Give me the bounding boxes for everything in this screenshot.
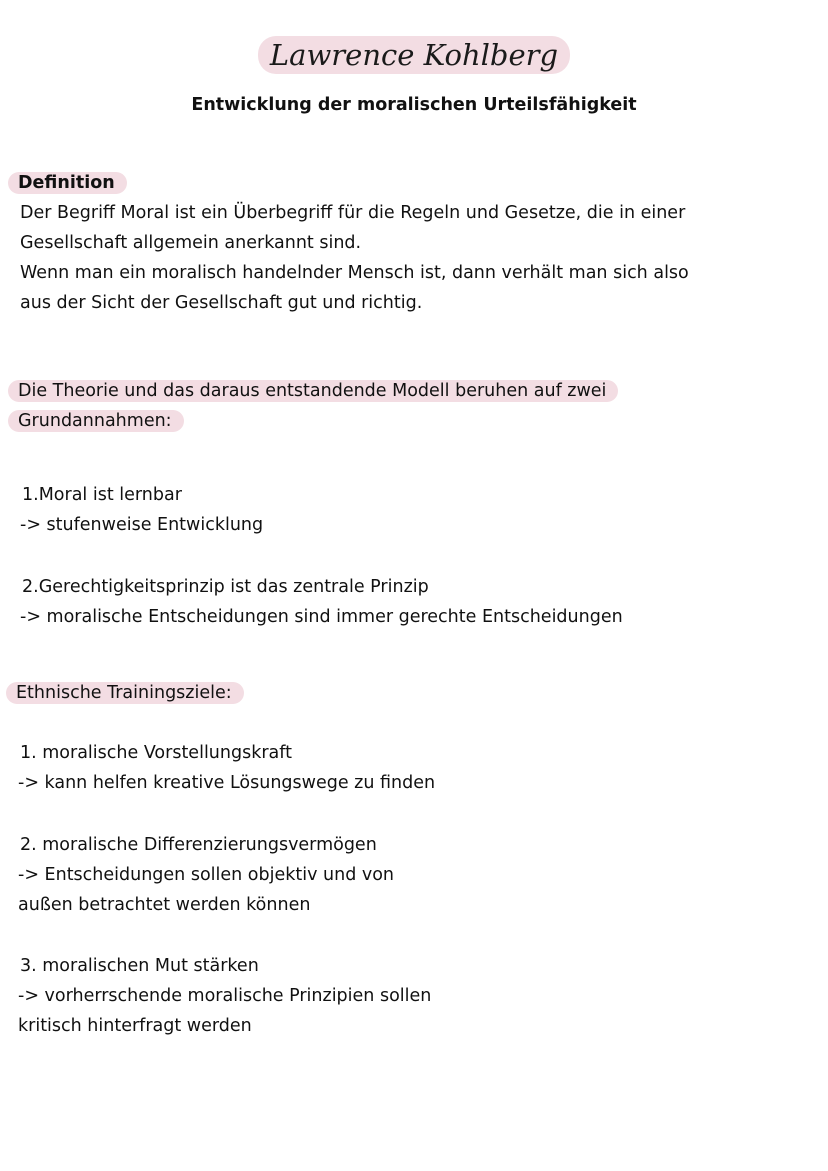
- goal-3-detail-2: kritisch hinterfragt werden: [18, 1016, 252, 1036]
- definition-line-1: Der Begriff Moral ist ein Überbegriff für die Regeln und Gesetze, die in einer: [20, 203, 686, 223]
- goals-heading: [6, 678, 244, 708]
- definition-line-4: aus der Sicht der Gesellschaft gut und richtig.: [20, 293, 423, 313]
- goal-1-title: 1. moralische Vorstellungskraft: [20, 743, 292, 763]
- theory-heading-text-1: Die Theorie und das daraus entstandende Modell beruhen auf zwei: [8, 380, 618, 402]
- assumption-2-detail: -> moralische Entscheidungen sind immer gerechte Entscheidungen: [20, 607, 623, 627]
- definition-line-3: Wenn man ein moralisch handelnder Mensch ist, dann verhält man sich also: [20, 263, 689, 283]
- definition-heading: [8, 168, 127, 198]
- goal-2-title: 2. moralische Differenzierungsvermögen: [20, 835, 377, 855]
- page-title-text: Lawrence Kohlberg: [258, 36, 570, 74]
- definition-heading-text: Definition: [8, 172, 127, 194]
- goal-3-title: 3. moralischen Mut stärken: [20, 956, 259, 976]
- assumption-1-title: 1.Moral ist lernbar: [22, 485, 182, 505]
- assumption-2-title: 2.Gerechtigkeitsprinzip ist das zentrale Prinzip: [22, 577, 429, 597]
- assumption-1-detail: -> stufenweise Entwicklung: [20, 515, 264, 535]
- page-title: [0, 36, 828, 74]
- goal-2-detail-1: -> Entscheidungen sollen objektiv und von: [18, 865, 395, 885]
- page-subtitle: Entwicklung der moralischen Urteilsfähigkeit: [191, 95, 637, 115]
- goal-3-detail-1: -> vorherrschende moralische Prinzipien sollen: [18, 986, 432, 1006]
- goal-2-detail-2: außen betrachtet werden können: [18, 895, 311, 915]
- goals-heading-text: Ethnische Trainingsziele:: [6, 682, 244, 704]
- theory-heading-text-2: Grundannahmen:: [8, 410, 184, 432]
- theory-heading-line-1: [8, 376, 618, 406]
- goal-1-detail-1: -> kann helfen kreative Lösungswege zu finden: [18, 773, 436, 793]
- definition-line-2: Gesellschaft allgemein anerkannt sind.: [20, 233, 362, 253]
- theory-heading-line-2: [8, 406, 184, 436]
